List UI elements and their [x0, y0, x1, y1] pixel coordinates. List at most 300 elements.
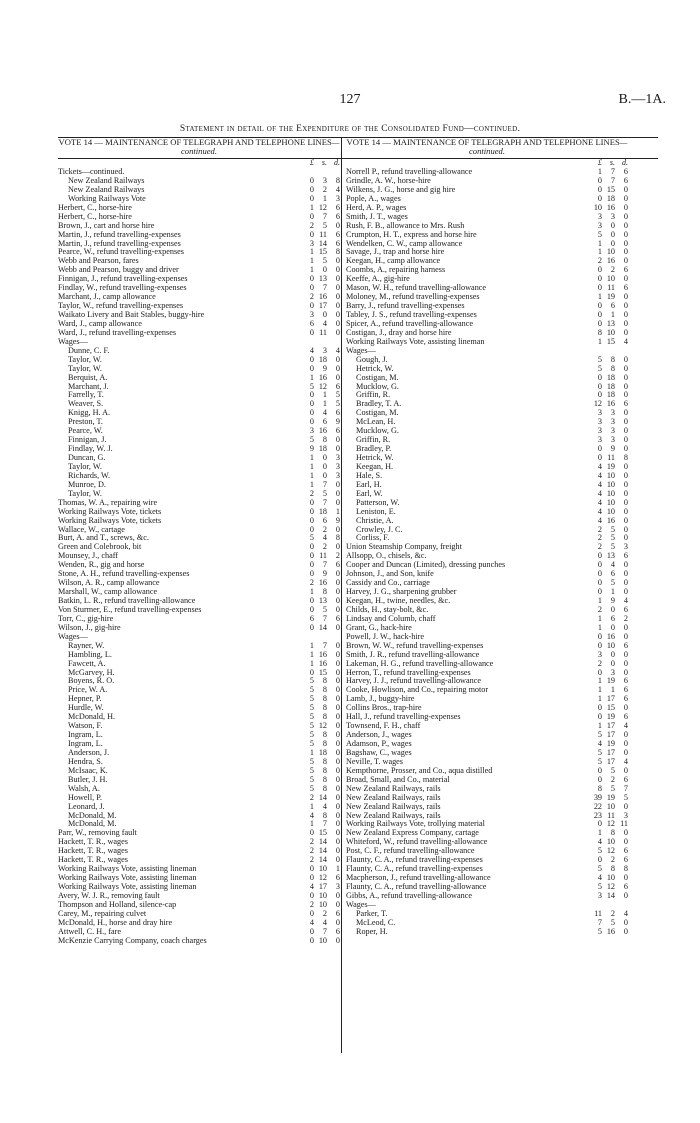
entry-label: Mucklow, G. [356, 382, 399, 391]
pounds-value: 1 [309, 461, 314, 471]
shillings-value: 10 [606, 247, 615, 257]
entry-label: Ingram, L. [68, 740, 103, 748]
ledger-row [346, 266, 628, 275]
entry-label: Martin, J., refund travelling-expenses [58, 239, 181, 248]
pence-value: 2 [623, 613, 628, 623]
shillings-value: 2 [322, 542, 327, 552]
entry-label: Keeffe, A., gig-hire [346, 275, 410, 284]
pounds-value: 0 [597, 274, 602, 284]
pence-value: 0 [335, 283, 340, 293]
pence-unit: d. [622, 158, 628, 167]
shillings-value: 11 [607, 453, 615, 462]
entry-amount [589, 257, 628, 266]
entry-label: Working Railways Vote, assisting lineman [58, 865, 197, 874]
shillings-value: 9 [322, 569, 327, 579]
entry-label: Post, C. F., refund travelling-allowance [346, 847, 475, 856]
entry-label: Taylor, W., refund travelling-expenses [58, 302, 184, 311]
entry-amount [589, 597, 628, 606]
pence-value: 0 [335, 819, 340, 829]
pounds-value: 4 [597, 739, 602, 748]
pence-value: 6 [623, 604, 628, 614]
shillings-value: 18 [606, 390, 615, 400]
entry-amount [301, 445, 340, 454]
pounds-value: 2 [597, 256, 602, 266]
ledger-row [346, 713, 628, 722]
entry-label: Moloney, M., refund travelling-expenses [346, 293, 480, 302]
pence-value: 6 [335, 381, 340, 391]
pence-value: 8 [335, 247, 340, 257]
pounds-value: 0 [309, 560, 314, 570]
pence-value: 9 [335, 417, 340, 427]
entry-amount [301, 356, 340, 365]
entry-label: Attwell, C. H., fare [58, 927, 121, 936]
shillings-value: 7 [322, 819, 327, 829]
shillings-value: 15 [318, 828, 327, 838]
pence-value: 0 [335, 596, 340, 605]
shillings-value: 18 [606, 193, 615, 203]
shillings-value: 10 [606, 801, 615, 811]
ledger-row [58, 901, 340, 910]
entry-label: Wendelken, C. W., camp allowance [346, 239, 463, 248]
ledger-row [58, 812, 340, 821]
pence-value: 3 [623, 810, 628, 820]
shillings-value: 16 [318, 578, 327, 588]
entry-label: Harvey, J. G., sharpening grubber [346, 588, 457, 597]
ledger-row [58, 436, 340, 445]
pounds-value: 1 [597, 694, 602, 704]
pence-value: 6 [335, 229, 340, 239]
pence-value: 0 [335, 569, 340, 579]
ledger-row [346, 597, 628, 606]
ledger-row [346, 928, 628, 937]
pounds-value: 5 [309, 783, 314, 793]
entry-amount [301, 686, 340, 695]
entry-label: Farrelly, T. [68, 391, 104, 400]
shillings-value: 8 [322, 587, 327, 597]
pence-value: 0 [335, 444, 340, 454]
entry-label: Lindsay and Columb, chaff [346, 614, 436, 623]
entry-label: Smith, J. R., refund travelling-allowance [346, 650, 480, 659]
shillings-value: 3 [610, 417, 615, 427]
entry-label: Herbert, C., horse-hire [58, 203, 132, 212]
shillings-value: 14 [318, 238, 327, 248]
entry-label: Kempthorne, Prosser, and Co., aqua distilled [346, 766, 493, 775]
entry-amount [301, 517, 340, 526]
pounds-value: 0 [597, 184, 602, 194]
pounds-value: 0 [309, 229, 314, 239]
pence-value: 0 [623, 649, 628, 659]
shillings-value: 0 [322, 453, 327, 462]
entry-amount [301, 302, 340, 311]
pence-value: 4 [623, 908, 628, 918]
entry-amount [589, 347, 628, 356]
right-rows [346, 168, 628, 937]
entry-amount [589, 526, 628, 535]
shillings-value: 7 [322, 560, 327, 570]
pence-value: 6 [623, 855, 628, 865]
entry-amount [301, 794, 340, 803]
entry-label: Grant, G., hack-hire [346, 623, 412, 632]
shillings-value: 0 [610, 604, 615, 614]
pence-value: 6 [623, 283, 628, 293]
pence-value: 0 [623, 327, 628, 337]
pence-value: 5 [623, 792, 628, 802]
shillings-value: 11 [607, 283, 615, 293]
pence-value: 0 [623, 515, 628, 525]
entry-label: Christie, A. [356, 516, 394, 525]
pence-value: 0 [623, 873, 628, 883]
shillings-value: 0 [322, 265, 327, 275]
shillings-value: 8 [610, 363, 615, 373]
ledger-row [58, 266, 340, 275]
entry-amount [301, 472, 340, 481]
shillings-value: 3 [322, 345, 327, 355]
entry-label: Munroe, D. [68, 480, 106, 489]
shillings-value: 16 [606, 631, 615, 641]
pounds-value: 0 [597, 175, 602, 185]
ledger-row [58, 186, 340, 195]
entry-amount [301, 901, 340, 910]
pounds-value: 2 [309, 846, 314, 856]
ledger-row [58, 847, 340, 856]
entry-amount [589, 758, 628, 767]
ledger-row [58, 883, 340, 892]
shillings-value: 11 [319, 327, 327, 337]
entry-label: Powell, J. W., hack-hire [346, 632, 424, 641]
ledger-row [58, 409, 340, 418]
pence-value: 0 [623, 408, 628, 418]
shillings-value: 7 [322, 211, 327, 221]
entry-label: Earl, H. [356, 480, 382, 489]
shillings-value: 18 [318, 506, 327, 516]
entry-label: Hackett, T. R., wages [58, 847, 128, 856]
ledger-row [58, 803, 340, 812]
pounds-value: 1 [597, 622, 602, 632]
entry-label: Ingram, L. [68, 731, 103, 740]
shillings-value: 17 [318, 301, 327, 311]
entry-amount [301, 508, 340, 517]
pounds-value: 0 [309, 497, 314, 507]
entry-label: Stone, A. H., refund travelling-expenses [58, 570, 190, 579]
pence-value: 0 [335, 747, 340, 757]
entry-label: Barry, J., refund travelling-expenses [346, 302, 465, 311]
pounds-value: 1 [309, 658, 314, 668]
shillings-value: 3 [610, 211, 615, 221]
shillings-value: 15 [318, 247, 327, 257]
ledger-row [346, 490, 628, 499]
entry-label: Thompson and Holland, silence-cap [58, 900, 177, 909]
pence-value: 8 [335, 533, 340, 543]
entry-label: Working Railways Vote, trollying material [346, 820, 485, 829]
ledger-row [346, 829, 628, 838]
ledger-row [58, 383, 340, 392]
ledger-row [346, 785, 628, 794]
ledger-row [346, 588, 628, 597]
pounds-value: 0 [597, 855, 602, 865]
shillings-value: 8 [610, 354, 615, 364]
entry-amount [589, 651, 628, 660]
shillings-value: 0 [322, 310, 327, 319]
pence-value: 0 [335, 703, 340, 713]
entry-label: Cooke, Howlison, and Co., repairing motor [346, 686, 489, 695]
pence-value: 0 [623, 926, 628, 936]
pounds-value: 1 [309, 453, 314, 462]
ledger-row [346, 400, 628, 409]
pence-value: 0 [335, 310, 340, 319]
shillings-value: 0 [610, 649, 615, 659]
entry-label: Allsopp, O., chisels, &c. [346, 552, 427, 561]
entry-amount [589, 338, 628, 347]
pence-value: 0 [623, 497, 628, 507]
entry-label: Union Steamship Company, freight [346, 543, 462, 552]
ledger-row [346, 722, 628, 731]
shillings-value: 0 [610, 622, 615, 632]
ledger-row [58, 856, 340, 865]
ledger-row [58, 338, 340, 347]
shillings-value: 5 [610, 578, 615, 588]
pounds-value: 0 [309, 524, 314, 534]
pence-value: 0 [335, 649, 340, 659]
pounds-value: 0 [597, 631, 602, 641]
ledger-row [58, 588, 340, 597]
ledger-row [58, 919, 340, 928]
ledger-row [58, 454, 340, 463]
pence-value: 0 [335, 917, 340, 927]
pence-value: 0 [623, 524, 628, 534]
pence-value: 0 [623, 461, 628, 471]
shillings-value: 9 [610, 444, 615, 454]
ledger-row [58, 758, 340, 767]
ledger-row [346, 820, 628, 829]
pence-value: 0 [623, 890, 628, 900]
shillings-value: 11 [607, 810, 615, 820]
shillings-value: 14 [318, 792, 327, 802]
shillings-value: 18 [318, 354, 327, 364]
ledger-row [58, 222, 340, 231]
entry-label: Berquist, A. [68, 373, 108, 382]
ledger-row [346, 454, 628, 463]
entry-amount [301, 803, 340, 812]
pence-value: 0 [335, 694, 340, 704]
ledger-row [346, 186, 628, 195]
pounds-value: 2 [309, 220, 314, 230]
entry-label: Von Sturmer, E., refund travelling-expenses [58, 605, 202, 614]
right-heading-sub: —continued. [468, 137, 628, 156]
entry-amount [301, 633, 340, 642]
entry-label: Broad, Small, and Co., material [346, 775, 450, 784]
entry-amount [589, 427, 628, 436]
shillings-value: 3 [322, 175, 327, 185]
entry-label: Wages— [58, 632, 88, 641]
entry-label: Working Railways Vote, assisting lineman [58, 883, 197, 891]
pounds-value: 0 [309, 417, 314, 427]
entry-amount [589, 570, 628, 579]
entry-label: Bradley, P. [356, 445, 392, 454]
shillings-value: 12 [318, 873, 327, 883]
shillings-value: 12 [318, 202, 327, 212]
ledger-row [346, 472, 628, 481]
ledger-row [346, 356, 628, 365]
pence-value: 0 [335, 667, 340, 677]
entry-label: Wallace, W., cartage [58, 525, 125, 534]
shillings-value: 10 [606, 479, 615, 489]
entry-label: McLean, H. [356, 418, 396, 427]
pounds-value: 2 [309, 488, 314, 498]
shillings-value: 12 [606, 882, 615, 891]
ledger-row [346, 499, 628, 508]
pence-value: 0 [623, 318, 628, 328]
shillings-value: 1 [322, 390, 327, 400]
entry-amount [301, 534, 340, 543]
pounds-value: 0 [309, 399, 314, 409]
entry-amount [301, 186, 340, 195]
pence-value: 6 [623, 774, 628, 784]
pounds-value: 0 [309, 864, 314, 874]
pence-value: 0 [335, 658, 340, 668]
ledger-row [58, 767, 340, 776]
pounds-value: 1 [309, 265, 314, 275]
pence-value: 0 [335, 801, 340, 811]
shillings-value: 1 [322, 193, 327, 203]
pence-value: 0 [623, 506, 628, 516]
pounds-value: 0 [309, 873, 314, 883]
pence-value: 8 [335, 175, 340, 185]
pounds-value: 0 [597, 712, 602, 722]
entry-amount [589, 293, 628, 302]
entry-amount [589, 561, 628, 570]
entry-amount [301, 168, 340, 177]
ledger-row [58, 257, 340, 266]
document-code: B.—1A. [618, 92, 666, 107]
pence-value: 6 [623, 882, 628, 891]
shillings-value: 10 [318, 935, 327, 945]
pounds-value: 5 [309, 676, 314, 686]
entry-label: Taylor, W. [68, 489, 102, 498]
ledger-row [58, 570, 340, 579]
pounds-value: 4 [597, 506, 602, 516]
ledger-row [346, 669, 628, 678]
pounds-value: 3 [597, 211, 602, 221]
shillings-value: 12 [606, 819, 615, 829]
pence-value: 0 [335, 292, 340, 302]
pence-value: 0 [623, 622, 628, 632]
pounds-value: 1 [597, 167, 602, 176]
pounds-value: 5 [309, 730, 314, 740]
entry-label: Mounsey, J., chaff [58, 552, 119, 561]
ledger-row [58, 240, 340, 249]
pence-value: 0 [623, 390, 628, 400]
shillings-value: 6 [610, 613, 615, 623]
ledger-row [58, 552, 340, 561]
ledger-row [346, 883, 628, 892]
shillings-value: 3 [610, 667, 615, 677]
shillings-value: 8 [322, 739, 327, 748]
ledger-row [58, 713, 340, 722]
ledger-row [58, 526, 340, 535]
shillings-value: 5 [610, 533, 615, 543]
entry-label: Tabley, J. S., refund travelling-expenses [346, 311, 477, 319]
entry-label: Bagshaw, C., wages [346, 748, 412, 757]
entry-label: Fawcett, A. [68, 659, 106, 668]
pence-value: 0 [623, 247, 628, 257]
pounds-value: 1 [597, 721, 602, 731]
shillings-value: 8 [322, 694, 327, 704]
entry-amount [589, 168, 628, 177]
entry-label: New Zealand Railways, rails [346, 784, 441, 793]
ledger-row [58, 320, 340, 329]
pounds-value: 0 [309, 515, 314, 525]
shillings-value: 10 [606, 470, 615, 480]
entry-amount [301, 722, 340, 731]
entry-label: Wenden, R., gig and horse [58, 561, 145, 570]
pounds-value: 1 [597, 336, 602, 346]
ledger-row [58, 928, 340, 937]
entry-label: Webb and Pearson, fares [58, 257, 139, 266]
pounds-value: 1 [309, 640, 314, 650]
entry-amount [301, 597, 340, 606]
entry-label: Wages— [346, 346, 376, 355]
pounds-value: 0 [597, 310, 602, 319]
pence-value: 0 [335, 274, 340, 284]
pence-value: 0 [335, 435, 340, 445]
pence-value: 0 [623, 220, 628, 230]
pounds-value: 0 [309, 890, 314, 900]
pounds-value: 2 [597, 533, 602, 543]
pence-value: 0 [623, 381, 628, 391]
pounds-value: 2 [597, 542, 602, 552]
pounds-value: 0 [597, 551, 602, 561]
pence-value: 0 [623, 488, 628, 498]
pounds-value: 0 [597, 265, 602, 275]
pounds-value: 0 [309, 175, 314, 185]
entry-label: Ward, J., refund travelling-expenses [58, 328, 177, 337]
pence-value: 0 [335, 685, 340, 695]
shillings-value: 3 [610, 435, 615, 445]
entry-label: Hall, J., refund travelling-expenses [346, 713, 461, 722]
ledger-row [58, 490, 340, 499]
entry-label: Norrell P., refund travelling-allowance [346, 168, 473, 176]
ledger-row [58, 597, 340, 606]
pence-value: 6 [623, 175, 628, 185]
pounds-value: 3 [597, 408, 602, 418]
entry-amount [301, 669, 340, 678]
entry-amount [589, 579, 628, 588]
pence-value: 2 [335, 551, 340, 561]
pounds-value: 0 [309, 935, 314, 945]
shillings-value: 1 [322, 399, 327, 409]
shillings-value: 9 [610, 596, 615, 605]
pounds-value: 0 [597, 587, 602, 597]
ledger-row [346, 579, 628, 588]
shillings-value: 2 [610, 855, 615, 865]
pence-value: 0 [335, 756, 340, 766]
entry-label: Costigan, J., dray and horse hire [346, 328, 452, 337]
pence-value: 0 [623, 292, 628, 302]
pounds-value: 5 [597, 229, 602, 239]
pounds-value: 0 [309, 363, 314, 373]
shillings-value: 12 [318, 381, 327, 391]
entry-amount [589, 400, 628, 409]
pounds-value: 0 [597, 578, 602, 588]
pence-value: 6 [335, 202, 340, 212]
pounds-value: 4 [597, 515, 602, 525]
pounds-value: 1 [597, 685, 602, 695]
entry-amount [589, 928, 628, 937]
pence-value: 6 [623, 640, 628, 650]
shillings-value: 2 [610, 774, 615, 784]
pounds-value: 6 [309, 318, 314, 328]
pounds-value: 5 [309, 694, 314, 704]
